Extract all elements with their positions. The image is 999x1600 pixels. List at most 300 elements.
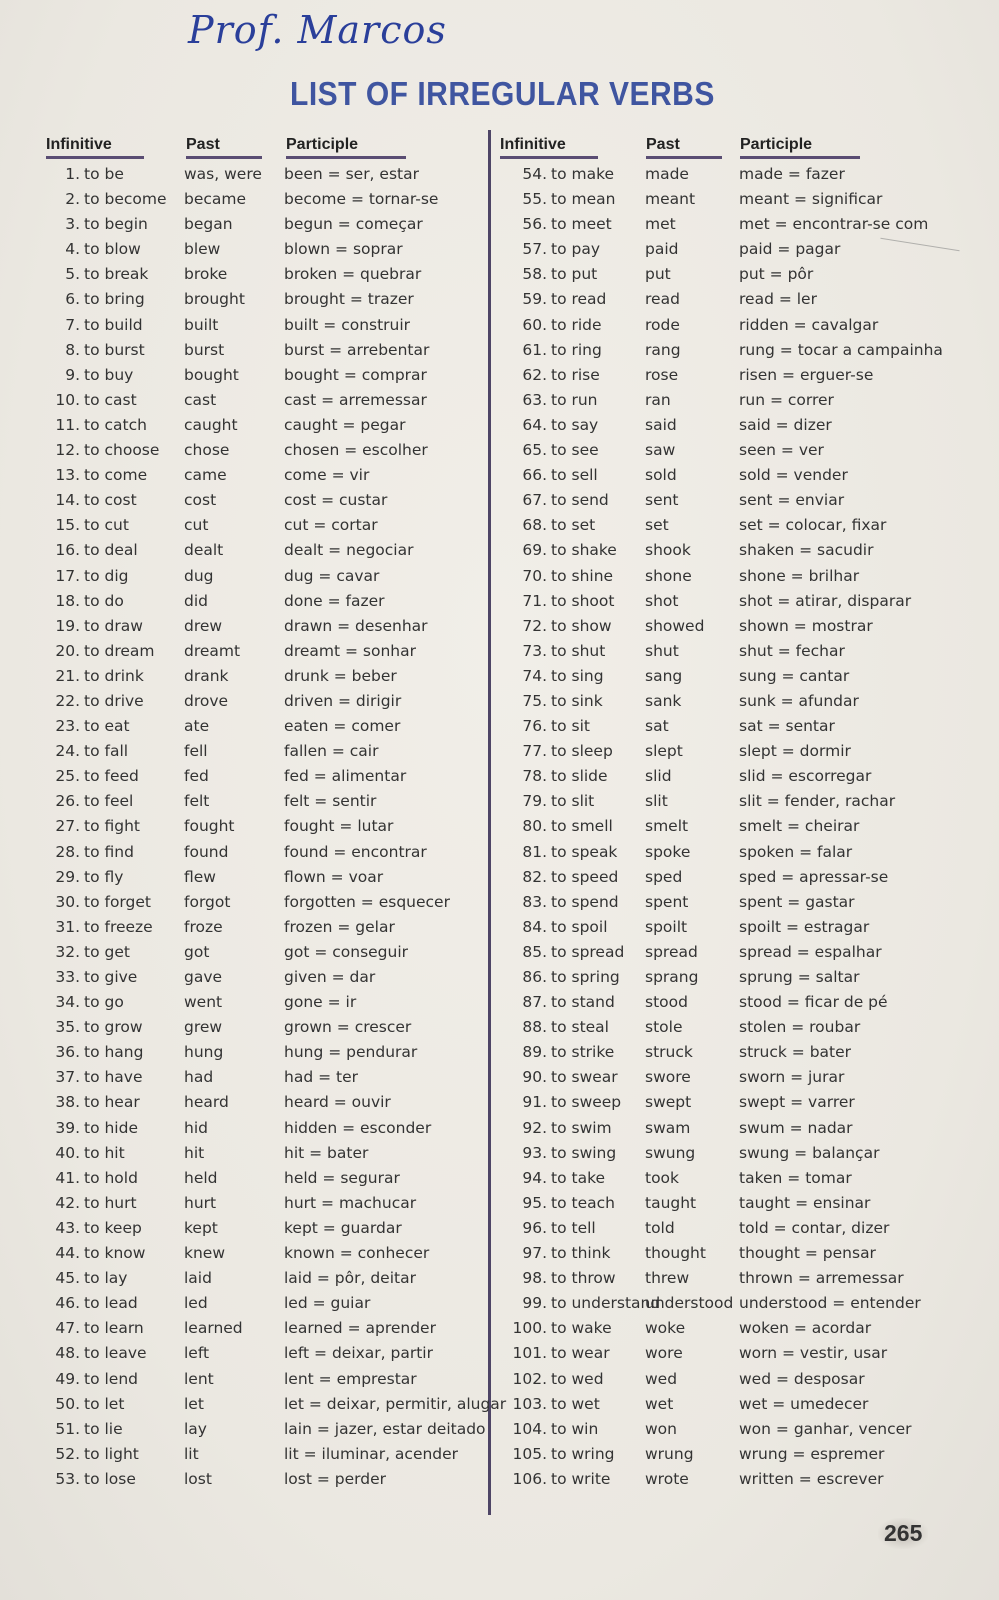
infinitive-cell: to fight	[84, 817, 140, 836]
participle-cell: caught = pegar	[284, 415, 406, 434]
verb-rows-left	[36, 162, 507, 1492]
participle-cell: frozen = gelar	[284, 917, 395, 936]
table-row	[36, 814, 482, 839]
infinitive-cell: to shake	[551, 541, 617, 560]
table-row	[36, 714, 482, 739]
table-row	[36, 639, 482, 664]
participle-cell: shut = fechar	[739, 641, 845, 660]
verb-number: 33.	[55, 968, 80, 986]
table-row	[497, 488, 977, 513]
past-cell: met	[645, 215, 676, 234]
participle-cell: rung = tocar a campainha	[739, 340, 943, 359]
infinitive-cell: to meet	[551, 215, 612, 234]
verb-number: 22.	[55, 691, 80, 710]
table-row	[497, 940, 977, 965]
infinitive-cell: to hurt	[84, 1193, 137, 1212]
infinitive-cell: to cast	[84, 390, 137, 409]
past-cell: sped	[645, 867, 683, 886]
participle-cell: taught = ensinar	[739, 1193, 871, 1212]
participle-cell: lost = perder	[284, 1469, 387, 1488]
verb-number: 23.	[55, 717, 80, 736]
past-cell: fell	[184, 742, 208, 761]
participle-cell: drunk = beber	[284, 666, 397, 685]
infinitive-cell: to put	[551, 265, 598, 284]
header-past: Past	[186, 136, 262, 159]
past-cell: shook	[645, 541, 691, 560]
table-header	[497, 136, 977, 162]
infinitive-cell: to hit	[84, 1143, 125, 1162]
infinitive-cell: to do	[84, 591, 124, 610]
participle-cell: meant = significar	[739, 190, 883, 209]
infinitive-cell: to drive	[84, 691, 144, 710]
participle-cell: ridden = cavalgar	[739, 315, 879, 334]
table-row	[36, 1341, 482, 1366]
verb-number: 63.	[522, 390, 547, 409]
participle-cell: let = deixar, permitir, alugar	[284, 1394, 507, 1413]
infinitive-cell: to swing	[551, 1143, 617, 1162]
table-row	[36, 1166, 482, 1191]
infinitive-cell: to sweep	[551, 1093, 622, 1112]
past-cell: found	[184, 842, 229, 861]
participle-cell: fed = alimentar	[284, 767, 407, 786]
infinitive-cell: to fly	[84, 867, 124, 886]
verb-number: 82.	[522, 867, 547, 886]
verb-number: 75.	[522, 691, 547, 710]
infinitive-cell: to come	[84, 466, 148, 485]
participle-cell: got = conseguir	[284, 942, 409, 961]
table-row	[36, 363, 482, 388]
verb-number: 80.	[522, 817, 547, 836]
past-cell: sold	[645, 466, 677, 485]
past-cell: wore	[645, 1344, 683, 1363]
infinitive-cell: to break	[84, 265, 149, 284]
participle-cell: felt = sentir	[284, 792, 377, 811]
verb-number: 44.	[55, 1244, 80, 1263]
participle-cell: swum = nadar	[739, 1118, 853, 1137]
participle-cell: found = encontrar	[284, 842, 427, 861]
infinitive-cell: to think	[551, 1244, 611, 1263]
infinitive-cell: to set	[551, 516, 596, 535]
past-cell: blew	[184, 240, 221, 259]
participle-cell: grown = crescer	[284, 1018, 412, 1037]
verb-number: 69.	[522, 541, 547, 560]
infinitive-cell: to speed	[551, 867, 619, 886]
infinitive-cell: to dream	[84, 641, 155, 660]
participle-cell: gone = ir	[284, 993, 357, 1012]
table-row	[497, 187, 977, 212]
table-row	[36, 915, 482, 940]
table-row	[36, 1291, 482, 1316]
past-cell: forgot	[184, 892, 231, 911]
table-row	[497, 1116, 977, 1141]
verb-number: 92.	[522, 1118, 547, 1137]
infinitive-cell: to slit	[551, 792, 595, 811]
verb-number: 62.	[522, 365, 547, 384]
participle-cell: thought = pensar	[739, 1244, 876, 1263]
table-row	[497, 1040, 977, 1065]
past-cell: came	[184, 466, 227, 485]
past-cell: dug	[184, 566, 214, 585]
participle-cell: shaken = sacudir	[739, 541, 874, 560]
past-cell: became	[184, 190, 247, 209]
verb-number: 106.	[512, 1469, 547, 1488]
infinitive-cell: to throw	[551, 1269, 616, 1288]
header-past: Past	[646, 136, 722, 159]
infinitive-cell: to pay	[551, 240, 600, 259]
infinitive-cell: to cost	[84, 491, 137, 510]
verb-number: 95.	[522, 1193, 547, 1212]
past-cell: brought	[184, 290, 245, 309]
verb-table-right	[497, 136, 977, 1492]
table-row	[36, 338, 482, 363]
participle-cell: risen = erguer-se	[739, 365, 874, 384]
verb-number: 73.	[522, 641, 547, 660]
infinitive-cell: to give	[84, 968, 138, 986]
verb-number: 100.	[512, 1319, 547, 1338]
participle-cell: blown = soprar	[284, 240, 403, 259]
verb-number: 89.	[522, 1043, 547, 1062]
infinitive-cell: to shut	[551, 641, 606, 660]
table-row	[497, 1241, 977, 1266]
past-cell: wrung	[645, 1444, 694, 1463]
table-row	[497, 865, 977, 890]
table-row	[36, 789, 482, 814]
verb-number: 3.	[65, 215, 80, 234]
verb-number: 66.	[522, 466, 547, 485]
past-cell: lit	[184, 1444, 199, 1463]
participle-cell: hurt = machucar	[284, 1193, 417, 1212]
past-cell: felt	[184, 792, 210, 811]
table-row	[36, 1367, 482, 1392]
table-row	[36, 287, 482, 312]
past-cell: fought	[184, 817, 235, 836]
participle-cell: swept = varrer	[739, 1093, 855, 1112]
verb-number: 64.	[522, 415, 547, 434]
table-row	[497, 1191, 977, 1216]
table-row	[36, 1065, 482, 1090]
table-row	[36, 990, 482, 1015]
verb-number: 101.	[512, 1344, 547, 1363]
table-row	[497, 739, 977, 764]
table-row	[36, 212, 482, 237]
participle-cell: wrung = espremer	[739, 1444, 885, 1463]
infinitive-cell: to find	[84, 842, 134, 861]
verb-number: 65.	[522, 441, 547, 460]
table-row	[497, 1090, 977, 1115]
table-row	[36, 1467, 482, 1492]
participle-cell: told = contar, dizer	[739, 1218, 890, 1237]
past-cell: knew	[184, 1244, 226, 1263]
table-row	[36, 513, 482, 538]
past-cell: held	[184, 1168, 218, 1187]
table-row	[36, 388, 482, 413]
infinitive-cell: to feed	[84, 767, 139, 786]
table-row	[36, 614, 482, 639]
participle-cell: written = escrever	[739, 1469, 884, 1488]
infinitive-cell: to buy	[84, 365, 134, 384]
past-cell: won	[645, 1419, 677, 1438]
infinitive-cell: to wear	[551, 1344, 610, 1363]
participle-cell: stolen = roubar	[739, 1018, 861, 1037]
participle-cell: shot = atirar, disparar	[739, 591, 912, 610]
participle-cell: seen = ver	[739, 441, 824, 460]
participle-cell: sold = vender	[739, 466, 848, 485]
verb-number: 31.	[55, 917, 80, 936]
infinitive-cell: to swim	[551, 1118, 612, 1137]
infinitive-cell: to write	[551, 1469, 611, 1488]
past-cell: gave	[184, 968, 223, 986]
table-row	[497, 564, 977, 589]
table-row	[497, 764, 977, 789]
column-divider	[488, 130, 491, 1515]
table-row	[36, 313, 482, 338]
table-row	[497, 589, 977, 614]
verb-number: 50.	[55, 1394, 80, 1413]
past-cell: lost	[184, 1469, 212, 1488]
participle-cell: sprung = saltar	[739, 968, 860, 986]
verb-number: 88.	[522, 1018, 547, 1037]
table-row	[36, 1191, 482, 1216]
table-row	[497, 413, 977, 438]
table-row	[497, 212, 977, 237]
participle-cell: spent = gastar	[739, 892, 855, 911]
table-row	[497, 789, 977, 814]
past-cell: wrote	[645, 1469, 689, 1488]
past-cell: said	[645, 415, 677, 434]
table-row	[497, 1392, 977, 1417]
participle-cell: shown = mostrar	[739, 616, 873, 635]
verb-number: 20.	[55, 641, 80, 660]
participle-cell: sat = sentar	[739, 717, 835, 736]
past-cell: sent	[645, 491, 679, 510]
infinitive-cell: to choose	[84, 441, 160, 460]
verb-number: 42.	[55, 1193, 80, 1212]
participle-cell: hung = pendurar	[284, 1043, 418, 1062]
participle-cell: met = encontrar-se com	[739, 215, 929, 234]
past-cell: built	[184, 315, 219, 334]
participle-cell: cut = cortar	[284, 516, 378, 535]
header-infinitive: Infinitive	[46, 136, 144, 159]
participle-cell: built = construir	[284, 315, 411, 334]
verb-number: 41.	[55, 1168, 80, 1187]
verb-number: 11.	[55, 415, 80, 434]
participle-cell: woken = acordar	[739, 1319, 872, 1338]
table-row	[36, 1392, 507, 1417]
past-cell: broke	[184, 265, 228, 284]
past-cell: lay	[184, 1419, 207, 1438]
infinitive-cell: to spread	[551, 942, 625, 961]
infinitive-cell: to wring	[551, 1444, 615, 1463]
table-row	[36, 564, 482, 589]
past-cell: went	[184, 993, 223, 1012]
participle-cell: shone = brilhar	[739, 566, 860, 585]
infinitive-cell: to show	[551, 616, 612, 635]
infinitive-cell: to burst	[84, 340, 145, 359]
infinitive-cell: to mean	[551, 190, 616, 209]
past-cell: dealt	[184, 541, 224, 560]
verb-number: 57.	[522, 240, 547, 259]
infinitive-cell: to strike	[551, 1043, 615, 1062]
table-row	[36, 488, 482, 513]
infinitive-cell: to wake	[551, 1319, 612, 1338]
infinitive-cell: to spend	[551, 892, 619, 911]
infinitive-cell: to cut	[84, 516, 129, 535]
verb-number: 52.	[55, 1444, 80, 1463]
infinitive-cell: to hold	[84, 1168, 138, 1187]
past-cell: cast	[184, 390, 217, 409]
table-row	[497, 162, 977, 187]
verb-number: 94.	[522, 1168, 547, 1187]
verb-number: 2.	[65, 190, 80, 209]
verb-number: 68.	[522, 516, 547, 535]
infinitive-cell: to sleep	[551, 742, 613, 761]
infinitive-cell: to make	[551, 165, 615, 183]
table-row	[497, 915, 977, 940]
table-row	[497, 714, 977, 739]
verb-number: 25.	[55, 767, 80, 786]
table-row	[497, 237, 977, 262]
past-cell: began	[184, 215, 233, 234]
verb-number: 38.	[55, 1093, 80, 1112]
past-cell: put	[645, 265, 671, 284]
table-row	[36, 187, 482, 212]
past-cell: set	[645, 516, 669, 535]
table-row	[36, 940, 482, 965]
past-cell: sprang	[645, 968, 699, 986]
table-row	[497, 990, 977, 1015]
table-row	[497, 1216, 977, 1241]
past-cell: cut	[184, 516, 209, 535]
verb-number: 90.	[522, 1068, 547, 1087]
participle-cell: burst = arrebentar	[284, 340, 430, 359]
infinitive-cell: to begin	[84, 215, 148, 234]
infinitive-cell: to hear	[84, 1093, 140, 1112]
infinitive-cell: to forget	[84, 892, 151, 911]
infinitive-cell: to leave	[84, 1344, 147, 1363]
infinitive-cell: to take	[551, 1168, 606, 1187]
table-row	[497, 1166, 977, 1191]
past-cell: drank	[184, 666, 229, 685]
past-cell: hit	[184, 1143, 205, 1162]
table-row	[497, 438, 977, 463]
table-row	[497, 538, 977, 563]
verb-number: 1.	[65, 165, 80, 183]
past-cell: laid	[184, 1269, 212, 1288]
table-row	[497, 1442, 977, 1467]
verb-number: 85.	[522, 942, 547, 961]
table-row	[36, 1442, 482, 1467]
past-cell: spoke	[645, 842, 691, 861]
verb-number: 32.	[55, 942, 80, 961]
table-row	[497, 639, 977, 664]
past-cell: swept	[645, 1093, 692, 1112]
table-row	[36, 739, 482, 764]
participle-cell: read = ler	[739, 290, 817, 309]
verb-number: 30.	[55, 892, 80, 911]
verb-number: 8.	[65, 340, 80, 359]
infinitive-cell: to freeze	[84, 917, 153, 936]
verb-number: 39.	[55, 1118, 80, 1137]
past-cell: struck	[645, 1043, 693, 1062]
past-cell: sank	[645, 691, 682, 710]
infinitive-cell: to say	[551, 415, 599, 434]
table-row	[36, 890, 482, 915]
infinitive-cell: to learn	[84, 1319, 144, 1338]
infinitive-cell: to see	[551, 441, 599, 460]
infinitive-cell: to keep	[84, 1218, 142, 1237]
table-row	[36, 1040, 482, 1065]
infinitive-cell: to build	[84, 315, 143, 334]
past-cell: led	[184, 1294, 208, 1313]
verb-number: 96.	[522, 1218, 547, 1237]
table-row	[36, 664, 482, 689]
participle-cell: swung = balançar	[739, 1143, 880, 1162]
past-cell: shut	[645, 641, 679, 660]
verb-number: 14.	[55, 491, 80, 510]
participle-cell: worn = vestir, usar	[739, 1344, 888, 1363]
past-cell: did	[184, 591, 208, 610]
past-cell: read	[645, 290, 680, 309]
table-row	[36, 1141, 482, 1166]
past-cell: taught	[645, 1193, 697, 1212]
past-cell: fed	[184, 767, 209, 786]
table-row	[36, 840, 482, 865]
infinitive-cell: to shine	[551, 566, 614, 585]
table-row	[497, 363, 977, 388]
infinitive-cell: to lend	[84, 1369, 138, 1388]
table-row	[36, 1090, 482, 1115]
table-row	[36, 689, 482, 714]
verb-number: 35.	[55, 1018, 80, 1037]
infinitive-cell: to blow	[84, 240, 141, 259]
verb-number: 51.	[55, 1419, 80, 1438]
participle-cell: sung = cantar	[739, 666, 850, 685]
participle-cell: lain = jazer, estar deitado	[284, 1419, 486, 1438]
participle-cell: begun = começar	[284, 215, 423, 234]
past-cell: spread	[645, 942, 698, 961]
past-cell: wet	[645, 1394, 674, 1413]
table-row	[36, 162, 482, 187]
table-row	[36, 1116, 482, 1141]
past-cell: sang	[645, 666, 683, 685]
past-cell: swam	[645, 1118, 691, 1137]
past-cell: flew	[184, 867, 216, 886]
table-row	[36, 237, 482, 262]
past-cell: sat	[645, 717, 669, 736]
table-row	[497, 1341, 977, 1366]
participle-cell: lent = emprestar	[284, 1369, 417, 1388]
past-cell: left	[184, 1344, 210, 1363]
table-row	[497, 1291, 977, 1316]
verb-number: 24.	[55, 742, 80, 761]
table-row	[497, 1266, 977, 1291]
infinitive-cell: to lose	[84, 1469, 136, 1488]
past-cell: hid	[184, 1118, 208, 1137]
participle-cell: had = ter	[284, 1068, 358, 1087]
participle-cell: hit = bater	[284, 1143, 369, 1162]
verb-number: 7.	[65, 315, 80, 334]
verb-number: 78.	[522, 767, 547, 786]
past-cell: froze	[184, 917, 223, 936]
verb-rows-right	[497, 162, 977, 1492]
participle-cell: made = fazer	[739, 165, 845, 183]
table-header	[36, 136, 482, 162]
past-cell: threw	[645, 1269, 690, 1288]
table-row	[36, 764, 482, 789]
past-cell: woke	[645, 1319, 686, 1338]
verb-number: 28.	[55, 842, 80, 861]
table-row	[36, 262, 482, 287]
